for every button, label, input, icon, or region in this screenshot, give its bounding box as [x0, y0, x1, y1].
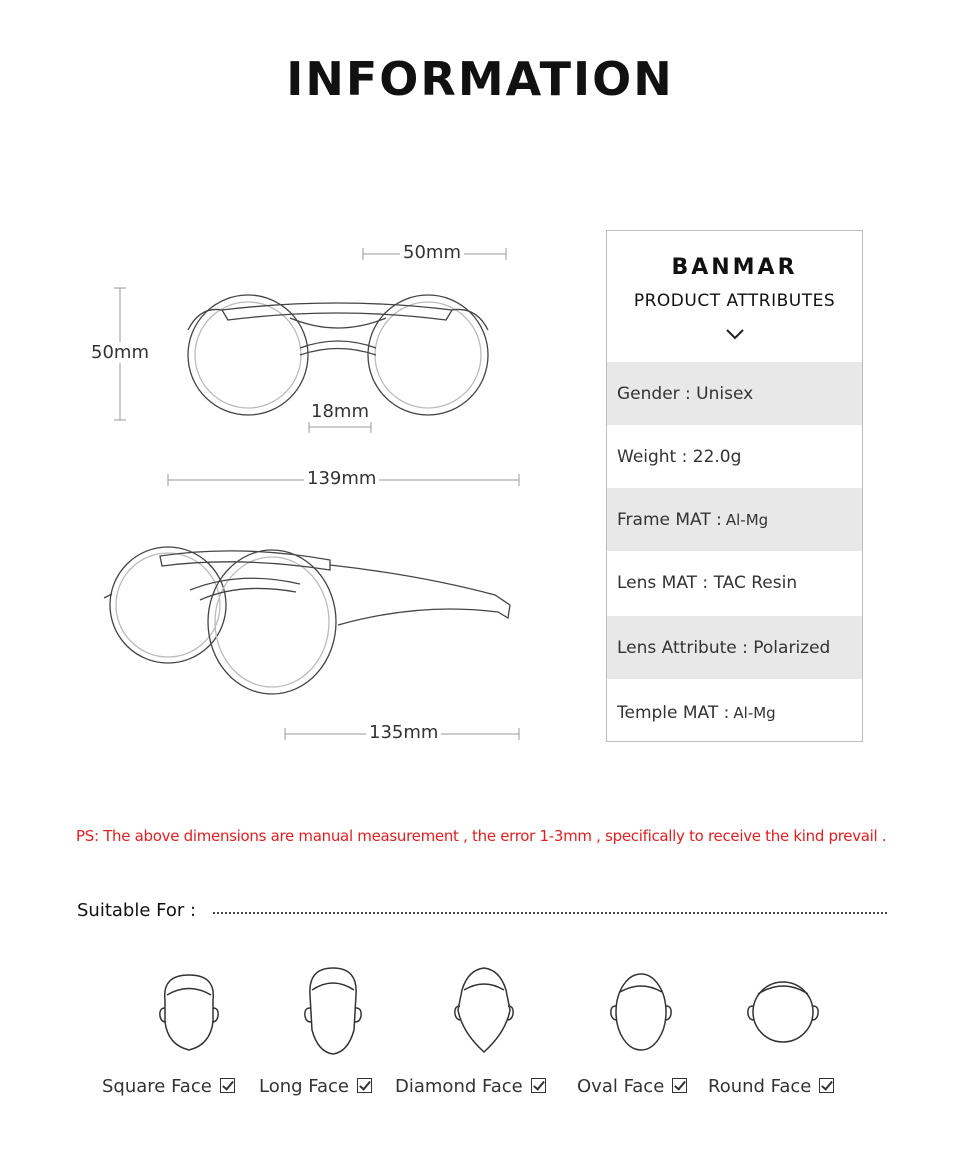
face-label-text: Long Face: [259, 1076, 349, 1097]
checkbox-checked-icon: [819, 1078, 834, 1093]
square-face-icon: [160, 975, 218, 1050]
diamond-face-icon: [455, 968, 513, 1052]
face-option-round: [708, 1076, 834, 1097]
face-option-square: [102, 1076, 235, 1097]
face-label-text: Square Face: [102, 1076, 212, 1097]
oval-face-icon: [611, 974, 671, 1050]
temple-length-dimension: 135mm: [366, 722, 441, 743]
bridge-dimension: 18mm: [308, 401, 372, 422]
attribute-label: Gender : Unisex: [617, 383, 754, 404]
attribute-value: Al-Mg: [733, 703, 776, 722]
checkbox-checked-icon: [531, 1078, 546, 1093]
attribute-label: Lens MAT : TAC Resin: [617, 572, 798, 593]
attribute-label: Frame MAT :: [617, 509, 722, 530]
long-face-icon: [305, 968, 361, 1054]
checkbox-checked-icon: [220, 1078, 235, 1093]
face-option-oval: [577, 1076, 687, 1097]
frame-width-dimension: 139mm: [304, 468, 379, 489]
attribute-value: Al-Mg: [725, 510, 769, 529]
face-option-diamond: [395, 1076, 546, 1097]
suitable-for-label: Suitable For :: [77, 900, 197, 921]
brand-logo: BANMAR: [671, 255, 798, 280]
panel-subtitle: PRODUCT ATTRIBUTES: [633, 291, 836, 311]
face-label-text: Round Face: [708, 1076, 812, 1097]
round-face-icon: [748, 982, 818, 1042]
face-label-text: Oval Face: [577, 1076, 665, 1097]
checkbox-checked-icon: [357, 1078, 372, 1093]
face-option-long: [259, 1076, 372, 1097]
lens-width-dimension: 50mm: [400, 242, 464, 263]
attribute-label: Weight : 22.0g: [617, 446, 742, 467]
lens-height-dimension: 50mm: [88, 342, 152, 363]
attribute-label: Lens Attribute : Polarized: [617, 637, 831, 658]
measurement-note: PS: The above dimensions are manual measurement , the error 1-3mm , specifically to receive the kind prevail .: [76, 827, 887, 845]
page-title: INFORMATION: [286, 52, 674, 106]
checkbox-checked-icon: [672, 1078, 687, 1093]
attribute-label: Temple MAT :: [617, 702, 730, 723]
face-label-text: Diamond Face: [395, 1076, 523, 1097]
